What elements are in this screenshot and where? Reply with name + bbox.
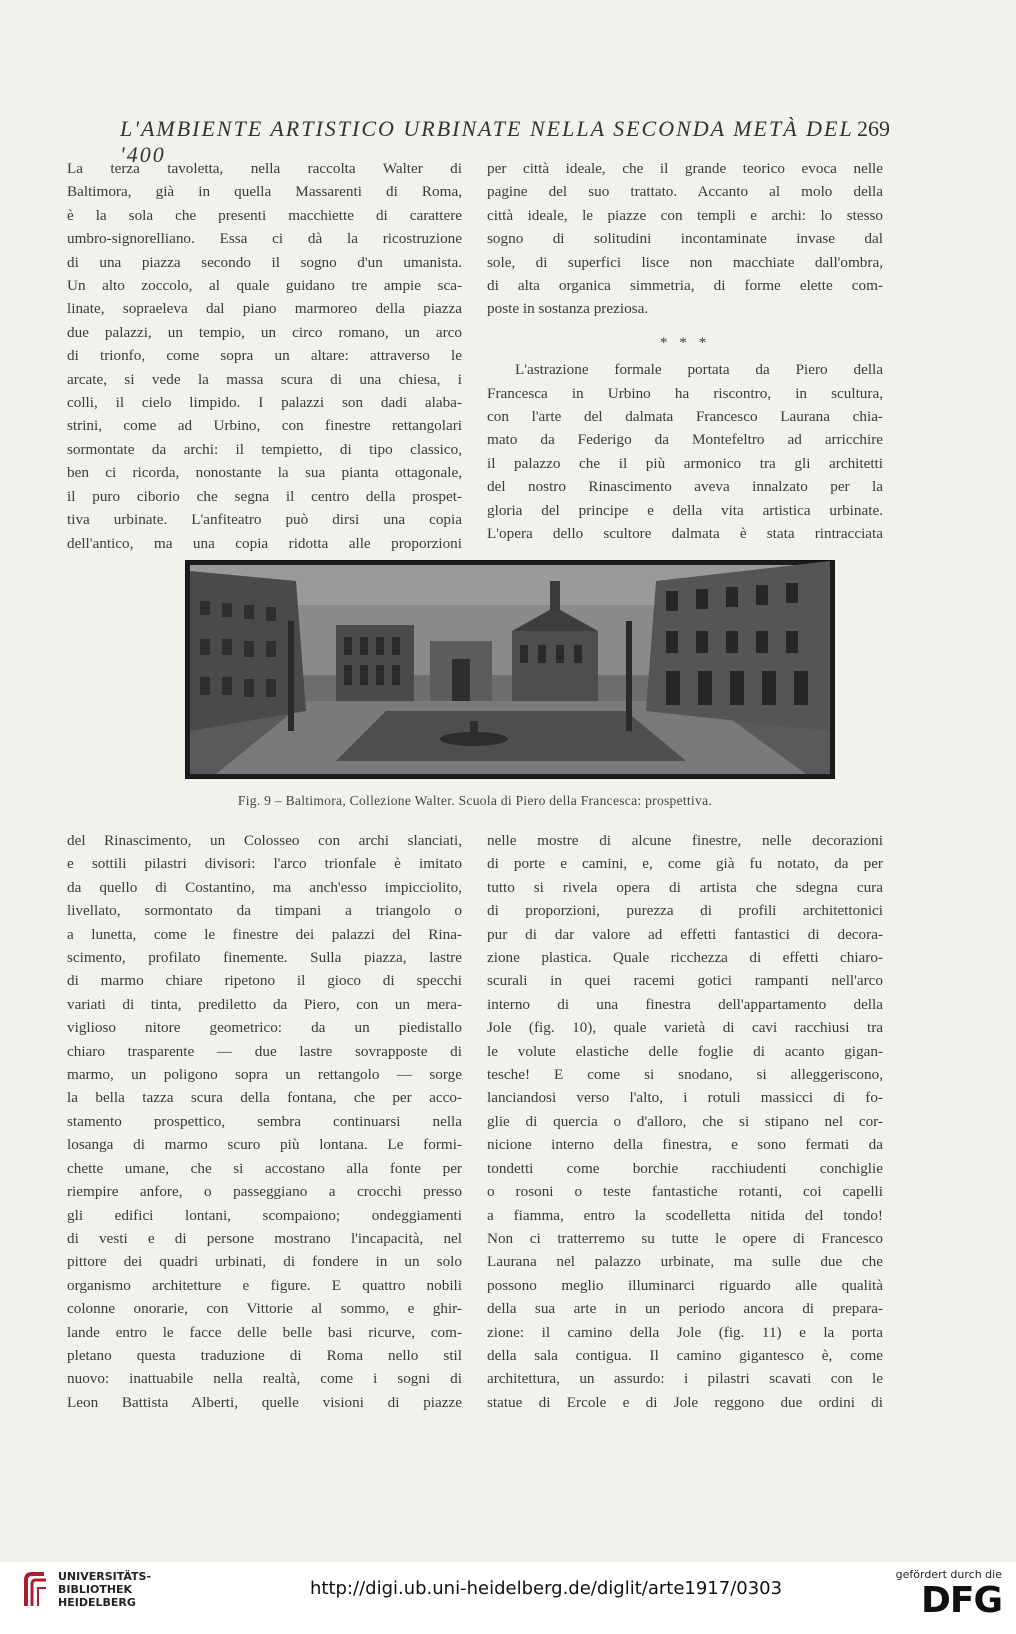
- text-line: statue di Ercole e di Jole reggono due ordini di: [487, 1393, 883, 1411]
- text-line: chiaro trasparente — due lastre sovrapposte di: [67, 1042, 462, 1060]
- text-line: Un alto zoccolo, al quale guidano tre ampie sca-: [67, 277, 462, 295]
- text-line: il palazzo che il più armonico tra gli architetti: [487, 454, 883, 472]
- text-line: Jole (fig. 10), quale varietà di cavi racchiusi tra: [487, 1019, 883, 1037]
- text-line: dell'antico, ma una copia ridotta alle proporzioni: [67, 534, 462, 552]
- text-line: e sottili pilastri divisori: l'arco trionfale è imitato: [67, 855, 462, 873]
- text-line: a lunetta, come le finestre dei palazzi del Rina-: [67, 925, 462, 943]
- text-line: glie di quercia o d'alloro, che si stipano nel cor-: [487, 1112, 883, 1130]
- text-line: architettura, un assurdo: i pilastri scavati con le: [487, 1370, 883, 1388]
- text-line: di vesti e di persone mostrano l'incapacità, nel: [67, 1229, 462, 1247]
- text-line: marmo, un poligono sopra un rettangolo — sorge: [67, 1066, 462, 1084]
- text-line: per città ideale, che il grande teorico evoca nelle: [487, 160, 883, 177]
- dfg-logo-icon: DFG: [920, 1580, 1002, 1621]
- text-line: di porte e camini, e, come già fu notato, da per: [487, 855, 883, 873]
- text-line: nuovo: inattuabile nella realtà, come i sogni di: [67, 1370, 462, 1388]
- text-line: Baltimora, già in quella Massarenti di Roma,: [67, 183, 462, 201]
- text-line: possono meglio illuminarci riguardo alle qualità: [487, 1276, 883, 1294]
- text-line: ben ci ricorda, nonostante la sua pianta ottagonale,: [67, 464, 462, 482]
- text-line: linate, sopraeleva dal piano marmoreo della piazza: [67, 300, 462, 318]
- text-line: nicione interno della finestra, e sono fermati da: [487, 1136, 883, 1154]
- text-line: poste in sostanza preziosa.: [487, 300, 649, 318]
- text-line: Laurana nel palazzo urbinate, ma sulle due che: [487, 1253, 883, 1271]
- library-emblem-icon: [22, 1570, 50, 1610]
- text-line: L'opera dello scultore dalmata è stata rintracciata: [487, 525, 883, 543]
- text-line: gloria del principe e della vita artistica urbinate.: [487, 501, 883, 519]
- figure-ideal-city-painting: [185, 560, 835, 779]
- text-line: le volute elastiche delle foglie di acanto gigan-: [487, 1042, 883, 1060]
- text-line: stamento prospettico, sembra continuarsi nella: [67, 1112, 462, 1130]
- figure-caption: Fig. 9 – Baltimora, Collezione Walter. Scuola di Piero della Francesca: prospettiva.: [237, 793, 713, 808]
- text-line: chette umane, che si accostano alla fonte per: [67, 1159, 462, 1177]
- text-line: due palazzi, un tempio, un circo romano, un arco: [67, 323, 462, 341]
- text-line: sogno di solitudini incontaminate invase dal: [487, 230, 883, 248]
- column-bottom-left: [67, 829, 462, 1414]
- section-separator: * * *: [659, 333, 711, 351]
- text-line: del nostro Rinascimento aveva innalzato per la: [487, 478, 883, 496]
- column-bottom-right: [487, 829, 883, 1414]
- text-line: umbro-signorelliano. Essa ci dà la ricostruzione: [67, 230, 462, 248]
- text-line: della sua arte in un periodo ancora di prepara-: [487, 1300, 883, 1318]
- text-line: di marmo chiare ripetono il gioco di specchi: [67, 972, 462, 990]
- text-line: losanga di marmo scuro più lontana. Le formi-: [67, 1136, 462, 1154]
- text-line: riempire anfore, o passeggiano a crocchi presso: [67, 1183, 462, 1201]
- text-line: con l'arte del dalmata Francesco Laurana chia-: [487, 408, 883, 426]
- text-line: tiva urbinate. L'anfiteatro può dirsi una copia: [67, 511, 462, 529]
- library-name: UNIVERSITÄTS- BIBLIOTHEK HEIDELBERG: [58, 1570, 152, 1609]
- text-line: di una piazza secondo il sogno d'un umanista.: [67, 253, 462, 271]
- page-number: 269: [857, 116, 890, 141]
- text-line: L'astrazione formale portata da Piero della: [515, 361, 883, 379]
- text-line: della sala contigua. Il camino gigantesco è, come: [487, 1346, 883, 1364]
- text-line: arcate, si vede la massa scura di una chiesa, i: [67, 370, 462, 388]
- text-line: lanciandosi verso l'alto, i rotuli massicci di fo-: [487, 1089, 883, 1107]
- text-line: tesche! E come si snodano, si alleggeriscono,: [487, 1066, 883, 1084]
- text-line: organismo architetture e figure. E quattro nobili: [67, 1276, 462, 1294]
- text-line: variati di tinta, prediletto da Piero, con un mera-: [67, 995, 462, 1013]
- text-line: lande entro le facce delle belle basi ricurve, com-: [67, 1323, 462, 1341]
- text-line: sole, di superfici lisce non macchiate dall'ombra,: [487, 253, 883, 271]
- text-line: del Rinascimento, un Colosseo con archi slanciati,: [67, 832, 462, 849]
- text-line: di alta organica simmetria, di forme elette com-: [487, 277, 883, 295]
- text-line: La terza tavoletta, nella raccolta Walter di: [67, 160, 462, 177]
- text-line: pagine del suo trattato. Accanto al molo della: [487, 183, 883, 201]
- text-line: colli, il cielo limpido. I palazzi son dadi alaba-: [67, 394, 462, 412]
- column-top-right: [487, 157, 883, 546]
- text-line: pur di dar valore ad effetti fantastici di decora-: [487, 925, 883, 943]
- text-line: colonne onorarie, con Vittorie al sommo, e ghir-: [67, 1300, 462, 1318]
- text-line: a fiamma, entro la scodelletta nitida del tondo!: [487, 1206, 883, 1224]
- text-line: zione plastica. Quale ricchezza di effetti chiaro-: [487, 949, 883, 967]
- text-line: mato da Federigo da Montefeltro ad arricchire: [487, 431, 883, 449]
- text-line: strini, come ad Urbino, con finestre rettangolari: [67, 417, 462, 435]
- text-line: o rosoni o teste fantastiche rotanti, coi capelli: [487, 1183, 883, 1201]
- text-line: viglioso nitore geometrico: da un piedistallo: [67, 1019, 462, 1037]
- text-line: il puro ciborio che segna il centro della prospet-: [67, 487, 462, 505]
- text-line: scimento, profilato finemente. Sulla piazza, lastre: [67, 949, 462, 967]
- text-line: pittore dei quadri urbinati, di fondere in un solo: [67, 1253, 462, 1271]
- text-line: è la sola che presenti macchiette di carattere: [67, 206, 462, 224]
- text-line: Francesca in Urbino ha riscontro, in scultura,: [487, 384, 883, 402]
- text-line: livellato, sormontato da timpani a triangolo o: [67, 902, 462, 920]
- text-line: zione: il camino della Jole (fig. 11) e la porta: [487, 1323, 883, 1341]
- text-line: pletano questa traduzione di Roma nello stil: [67, 1346, 462, 1364]
- column-top-left: [67, 157, 462, 555]
- text-line: di proporzioni, purezza di profili architettonici: [487, 902, 883, 920]
- sponsor-caption: gefördert durch die: [895, 1568, 1002, 1581]
- text-line: tutto si rivela opera di artista che sdegna cura: [487, 878, 883, 896]
- permalink-url[interactable]: http://digi.ub.uni-heidelberg.de/diglit/arte1917/0303: [310, 1578, 783, 1599]
- text-line: da quello di Costantino, ma anch'esso impicciolito,: [67, 878, 462, 896]
- text-line: tondetti come borchie racchiudenti conchiglie: [487, 1159, 883, 1177]
- text-line: Non ci tratterremo su tutte le opere di Francesco: [487, 1229, 883, 1247]
- text-line: la bella tazza scura della fontana, che per acco-: [67, 1089, 462, 1107]
- text-line: nelle mostre di alcune finestre, nelle decorazioni: [487, 832, 883, 849]
- text-line: scurali in quei racemi gotici rampanti nell'arco: [487, 972, 883, 990]
- text-line: di trionfo, come sopra un altare: attraverso le: [67, 347, 462, 365]
- text-line: interno di una finestra dell'appartamento della: [487, 995, 883, 1013]
- text-line: sormontate da archi: il tempietto, di tipo classico,: [67, 440, 462, 458]
- text-line: gli edifici lontani, scompaiono; ondeggiamenti: [67, 1206, 462, 1224]
- text-line: città ideale, le piazze con templi e archi: lo stesso: [487, 206, 883, 224]
- sponsor-logo[interactable]: [892, 1568, 1002, 1621]
- text-line: Leon Battista Alberti, quelle visioni di piazze: [67, 1393, 462, 1411]
- painting-illustration: [186, 561, 834, 778]
- library-logo[interactable]: [22, 1566, 152, 1616]
- running-title: L'AMBIENTE ARTISTICO URBINATE NELLA SECONDA METÀ DEL '400: [120, 116, 854, 167]
